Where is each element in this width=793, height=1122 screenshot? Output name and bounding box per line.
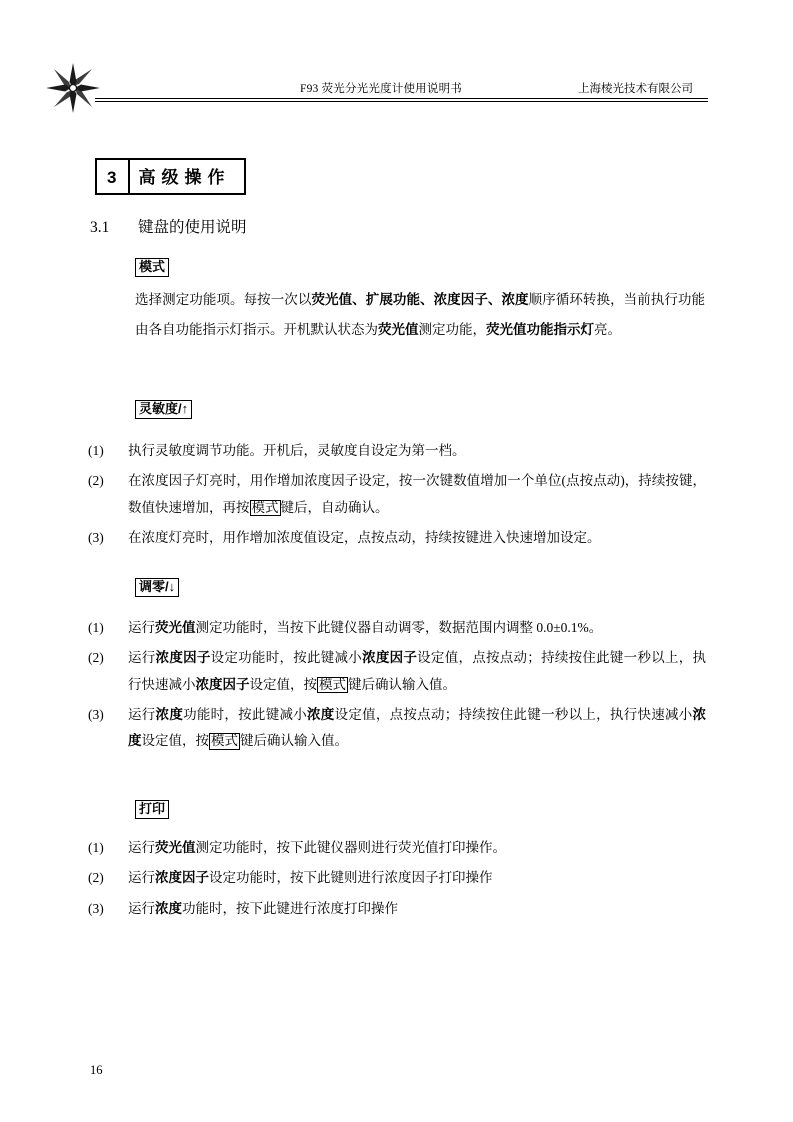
list-item — [88, 645, 706, 698]
section-heading — [90, 215, 247, 237]
emphasis-text: 荧光值 — [378, 321, 419, 337]
chapter-divider — [128, 160, 130, 193]
list-text — [128, 896, 706, 922]
key-label-mode: 模式 — [135, 258, 169, 277]
list-text — [128, 865, 706, 891]
emphasis-text: 荧光值 — [155, 840, 196, 855]
emphasis-text: 浓度 — [128, 706, 707, 749]
body-text: 测定功能时，按下此键仪器则进行荧光值打印操作。 — [195, 840, 506, 855]
section-title: 键盘的使用说明 — [138, 219, 247, 236]
list-text — [128, 835, 706, 861]
list-marker: (2) — [88, 870, 104, 886]
list-text — [128, 615, 706, 641]
list-marker: (3) — [88, 706, 104, 722]
key-block-mode — [135, 258, 705, 345]
list-text — [128, 525, 706, 551]
list-marker: (1) — [88, 620, 104, 635]
list-text — [128, 645, 706, 698]
chapter-title: 高级操作 — [138, 168, 231, 187]
header-title: F93 荧光分光光度计使用说明书 — [300, 83, 462, 95]
body-text: 运行 — [128, 706, 156, 722]
body-text: 设定值，按 — [141, 733, 209, 749]
list-marker: (2) — [88, 473, 104, 489]
emphasis-text: 浓度因子 — [195, 676, 250, 692]
list-item — [88, 896, 706, 922]
body-text: 运行 — [128, 620, 155, 635]
list-item — [88, 525, 706, 551]
list-item — [88, 702, 706, 755]
body-text: 键后确认输入值。 — [348, 676, 456, 692]
emphasis-text: 浓度因子 — [155, 870, 209, 886]
body-text: 设定值，按 — [249, 676, 317, 692]
key-label-print: 打印 — [135, 800, 169, 819]
list-item — [88, 438, 706, 464]
list-marker: (3) — [88, 900, 104, 916]
list-text — [128, 702, 706, 755]
list-marker: (2) — [88, 650, 104, 666]
emphasis-text: 荧光值、扩展功能、浓度因子、浓度 — [311, 292, 529, 308]
body-text: 设定值，点按点动；持续按住此键一秒以上，执行快速减小 — [334, 706, 693, 722]
body-text: 运行 — [128, 900, 155, 916]
inline-key-label: 模式 — [319, 676, 346, 692]
body-text: 设定值，点按点动；持续按住此键一秒以上，执行快速减小 — [128, 650, 707, 692]
compass-star-logo-icon — [45, 62, 101, 114]
list-text — [128, 438, 706, 464]
emphasis-text: 荧光值功能指示灯 — [486, 321, 594, 337]
body-text: 键后确认输入值。 — [240, 733, 348, 749]
key-block-print — [135, 800, 705, 827]
body-text: 在浓度灯亮时，用作增加浓度值设定，点按点动，持续按键进入快速增加设定。 — [128, 529, 601, 545]
page-number: 16 — [90, 1063, 103, 1077]
inline-key-label: 模式 — [211, 733, 238, 749]
key-block-sensitivity — [135, 400, 705, 427]
body-text: 亮。 — [594, 321, 621, 337]
body-text: 键后，自动确认。 — [280, 499, 389, 515]
body-text: 顺序循环转换，当前执行功能由各自功能指示灯指示。开机默认状态为 — [135, 292, 706, 337]
mode-description — [135, 285, 705, 344]
list-text — [128, 468, 706, 521]
body-text: 测定功能时，当按下此键仪器自动调零，数据范围内调整 0.0±0.1%。 — [195, 620, 603, 635]
header-rule-bottom — [95, 101, 708, 102]
zero-item-list — [88, 615, 706, 759]
print-item-list — [88, 835, 706, 926]
emphasis-text: 浓度 — [307, 706, 335, 722]
list-item — [88, 615, 706, 641]
body-text: 设定功能时，按此键减小 — [210, 650, 363, 666]
body-text: 运行 — [128, 840, 155, 855]
key-label-zero: 调零/↓ — [135, 578, 179, 597]
list-marker: (1) — [88, 443, 104, 458]
chapter-number: 3 — [107, 168, 117, 187]
body-text: 测定功能， — [418, 321, 486, 337]
body-text: 运行 — [128, 650, 156, 666]
page-header — [0, 62, 793, 112]
body-text: 执行灵敏度调节功能。开机后，灵敏度自设定为第一档。 — [128, 443, 466, 458]
emphasis-text: 浓度因子 — [155, 650, 211, 666]
mode-description-text — [135, 292, 705, 337]
body-text: 功能时，按此键减小 — [183, 706, 308, 722]
emphasis-text: 浓度 — [155, 706, 184, 722]
list-item — [88, 865, 706, 891]
emphasis-text: 荧光值 — [155, 620, 196, 635]
list-item — [88, 835, 706, 861]
key-block-zero — [135, 578, 705, 605]
list-item — [88, 468, 706, 521]
list-marker: (3) — [88, 529, 104, 545]
inline-key-label: 模式 — [251, 499, 279, 515]
header-company: 上海棱光技术有限公司 — [578, 83, 693, 95]
body-text: 选择测定功能项。每按一次以 — [135, 292, 312, 308]
header-rule-top — [95, 98, 708, 99]
body-text: 设定功能时，按下此键则进行浓度因子打印操作 — [209, 870, 493, 886]
body-text: 功能时，按下此键进行浓度打印操作 — [182, 900, 398, 916]
list-marker: (1) — [88, 840, 104, 855]
sensitivity-item-list — [88, 438, 706, 555]
emphasis-text: 浓度因子 — [362, 650, 418, 666]
body-text: 在浓度因子灯亮时，用作增加浓度因子设定，按一次键数值增加一个单位(点按点动)，持续按键，数值快速增加，再按 — [128, 473, 706, 515]
chapter-title-box — [95, 158, 246, 195]
body-text: 运行 — [128, 870, 155, 886]
emphasis-text: 浓度 — [155, 900, 182, 916]
key-label-sensitivity: 灵敏度/↑ — [135, 400, 192, 419]
section-number: 3.1 — [90, 219, 110, 236]
